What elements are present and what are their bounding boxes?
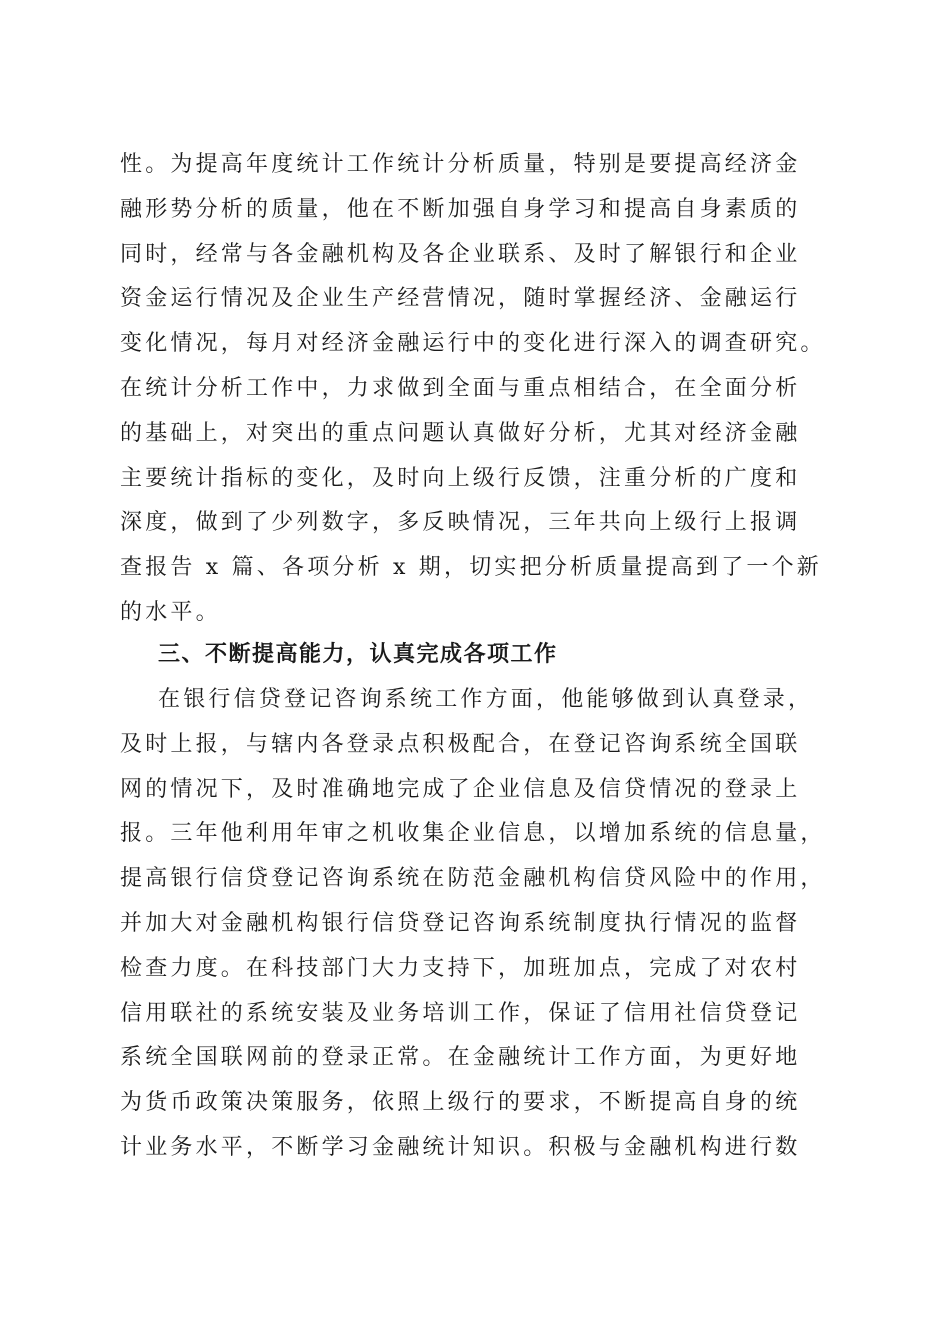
paragraph-line: 在统计分析工作中，力求做到全面与重点相结合，在全面分析 — [120, 375, 801, 401]
paragraph-line: 报。三年他利用年审之机收集企业信息，以增加系统的信息量， — [120, 821, 826, 847]
paragraph-line: 主要统计指标的变化，及时向上级行反馈，注重分析的广度和 — [120, 465, 801, 491]
paragraph-line: 提高银行信贷登记咨询系统在防范金融机构信贷风险中的作用， — [120, 866, 826, 892]
paragraph-credit-registry — [120, 678, 832, 1171]
paragraph-statistics-analysis — [120, 143, 832, 636]
paragraph-line: 网的情况下，及时准确地完成了企业信息及信贷情况的登录上 — [120, 776, 801, 802]
paragraph-line: 的水平。 — [120, 599, 221, 625]
paragraph-line: 系统全国联网前的登录正常。在金融统计工作方面，为更好地 — [120, 1045, 801, 1071]
paragraph-line: 融形势分析的质量，他在不断加强自身学习和提高自身素质的 — [120, 196, 801, 222]
paragraph-line: 变化情况，每月对经济金融运行中的变化进行深入的调查研究。 — [120, 331, 826, 357]
paragraph-line: 同时，经常与各金融机构及各企业联系、及时了解银行和企业 — [120, 241, 801, 267]
paragraph-line: 信用联社的系统安装及业务培训工作，保证了信用社信贷登记 — [120, 1000, 801, 1026]
paragraph-line: 的基础上，对突出的重点问题认真做好分析，尤其对经济金融 — [120, 420, 801, 446]
paragraph-line: 深度，做到了少列数字，多反映情况，三年共向上级行上报调 — [120, 510, 801, 536]
paragraph-line: 及时上报，与辖内各登录点积极配合，在登记咨询系统全国联 — [120, 731, 801, 757]
paragraph-line: 并加大对金融机构银行信贷登记咨询系统制度执行情况的监督 — [120, 910, 801, 936]
paragraph-line: 资金运行情况及企业生产经营情况，随时掌握经济、金融运行 — [120, 286, 801, 312]
paragraph-line: 性。为提高年度统计工作统计分析质量，特别是要提高经济金 — [120, 152, 801, 177]
paragraph-line: 计业务水平，不断学习金融统计知识。积极与金融机构进行数 — [120, 1134, 801, 1160]
paragraph-line: 在银行信贷登记咨询系统工作方面，他能够做到认真登录， — [158, 687, 814, 712]
paragraph-line: 为货币政策决策服务，依照上级行的要求，不断提高自身的统 — [120, 1090, 801, 1116]
section-heading — [120, 633, 832, 678]
paragraph-line: 查报告 x 篇、各项分析 x 期，切实把分析质量提高到了一个新 — [120, 555, 822, 581]
paragraph-line: 检查力度。在科技部门大力支持下，加班加点，完成了对农村 — [120, 955, 801, 981]
section-heading-text: 三、不断提高能力，认真完成各项工作 — [158, 642, 558, 667]
